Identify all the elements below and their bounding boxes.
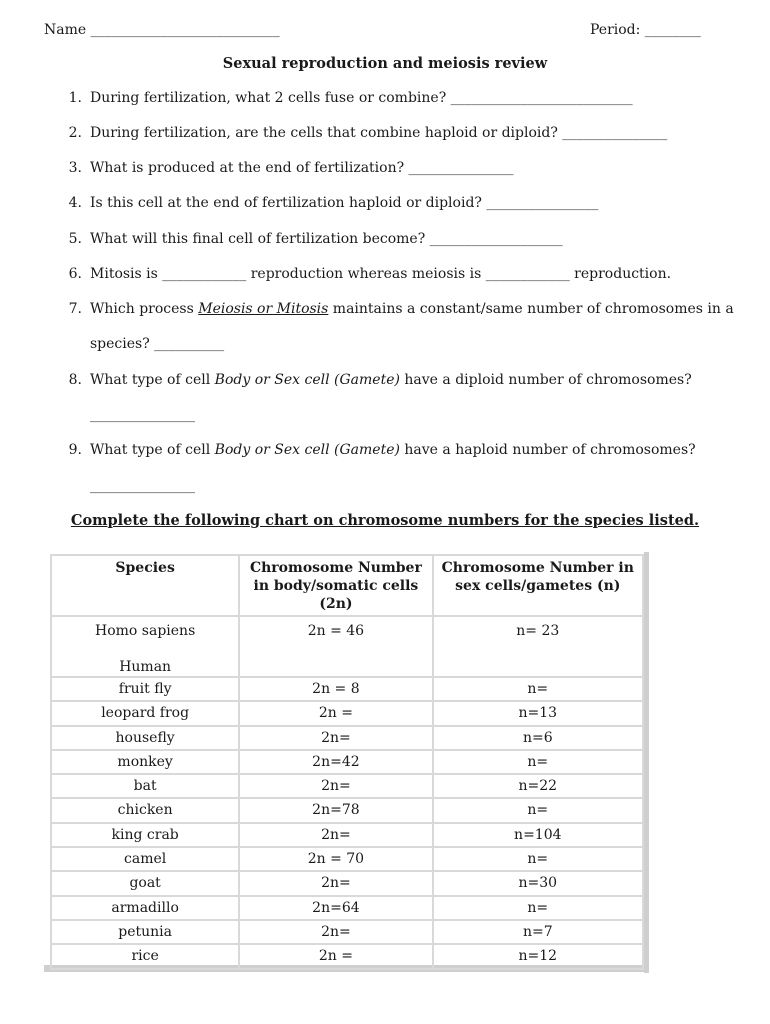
body-cell-number: 2n= [239,871,432,895]
body-cell-number: 2n= [239,726,432,750]
header-species: Species [51,555,239,616]
species-cell: chicken [51,798,239,822]
body-cell-number: 2n=78 [239,798,432,822]
table-shadow-right [644,552,649,973]
sex-cell-number: n= 23 [433,616,643,677]
question-number: 6. [68,266,82,282]
question-text [90,372,692,388]
sex-cell-number: n=104 [433,823,643,847]
period-field-label: Period: ________ [590,22,701,38]
question-number: 5. [68,231,82,247]
header-body-cells: Chromosome Number in body/somatic cells (2n) [239,555,432,616]
question-number: 8. [68,372,82,388]
table-row [51,774,643,798]
question-text-end: have a haploid number of chromosomes? [399,442,696,458]
choice-emphasis: Meiosis or Mitosis [198,301,329,317]
species-cell: leopard frog [51,701,239,725]
species-cell: armadillo [51,896,239,920]
body-cell-number: 2n=64 [239,896,432,920]
species-cell: petunia [51,920,239,944]
species-cell: housefly [51,726,239,750]
species-cell: monkey [51,750,239,774]
sex-cell-number: n=7 [433,920,643,944]
question-text-end: maintains a constant/same number of chromosomes in a [328,301,734,317]
table-row [51,896,643,920]
sex-cell-number: n=22 [433,774,643,798]
table-row [51,871,643,895]
table-row [51,701,643,725]
species-cell: goat [51,871,239,895]
question-number: 3. [68,160,82,176]
question-text-start: What type of cell [90,442,215,458]
table-row [51,677,643,701]
table-row [51,920,643,944]
question-text: What is produced at the end of fertilization? _______________ [90,160,514,176]
question-number: 2. [68,125,82,141]
header-sex-cells: Chromosome Number in sex cells/gametes (n) [433,555,643,616]
choice-emphasis: Body or Sex cell (Gamete) [214,442,400,458]
question-text-end: have a diploid number of chromosomes? [399,372,692,388]
sex-cell-number: n= [433,847,643,871]
chromosome-table [50,554,644,965]
species-common-name: Human [119,659,172,675]
species-cell: king crab [51,823,239,847]
question-number: 9. [68,442,82,458]
species-cell: bat [51,774,239,798]
body-cell-number: 2n= [239,920,432,944]
question-text: During fertilization, what 2 cells fuse or combine? __________________________ [90,90,633,106]
question-text-start: Which process [90,301,199,317]
body-cell-number: 2n = 8 [239,677,432,701]
sex-cell-number: n=12 [433,944,643,968]
body-cell-number: 2n = [239,701,432,725]
body-cell-number: 2n= [239,774,432,798]
body-cell-number: 2n= [239,823,432,847]
species-cell: rice [51,944,239,968]
question-number: 4. [68,195,82,211]
question-text: What will this final cell of fertilization become? ___________________ [90,231,563,247]
species-cell: camel [51,847,239,871]
sex-cell-number: n= [433,896,643,920]
table-row [51,944,643,968]
table-header-row [51,555,643,616]
question-text: Is this cell at the end of fertilization haploid or diploid? ________________ [90,195,599,211]
sex-cell-number: n= [433,677,643,701]
species-cell: fruit fly [51,677,239,701]
question-text [90,301,734,317]
species-cell [51,616,239,677]
name-field-label: Name ___________________________ [44,22,280,38]
question-text [90,442,696,458]
body-cell-number: 2n = [239,944,432,968]
sex-cell-number: n= [433,798,643,822]
question-7-continuation: species? __________ [90,336,225,352]
question-9-answer-line: _______________ [90,478,195,494]
table-row [51,750,643,774]
question-text: Mitosis is ____________ reproduction whereas meiosis is ____________ reproduction. [90,266,672,282]
sex-cell-number: n=6 [433,726,643,750]
table-row [51,616,643,677]
question-text-start: What type of cell [90,372,215,388]
sex-cell-number: n= [433,750,643,774]
sex-cell-number: n=13 [433,701,643,725]
question-number: 7. [68,301,82,317]
table-row [51,798,643,822]
question-8-answer-line: _______________ [90,407,195,423]
body-cell-number: 2n = 70 [239,847,432,871]
table-row [51,823,643,847]
sex-cell-number: n=30 [433,871,643,895]
question-number: 1. [68,90,82,106]
species-name: Homo sapiens [95,623,196,639]
worksheet-title: Sexual reproduction and meiosis review [222,55,548,72]
table-row [51,726,643,750]
chart-instructions: Complete the following chart on chromosome numbers for the species listed. [70,512,700,529]
choice-emphasis: Body or Sex cell (Gamete) [214,372,400,388]
table-row [51,847,643,871]
body-cell-number: 2n=42 [239,750,432,774]
body-cell-number: 2n = 46 [239,616,432,677]
question-text: During fertilization, are the cells that combine haploid or diploid? _______________ [90,125,668,141]
